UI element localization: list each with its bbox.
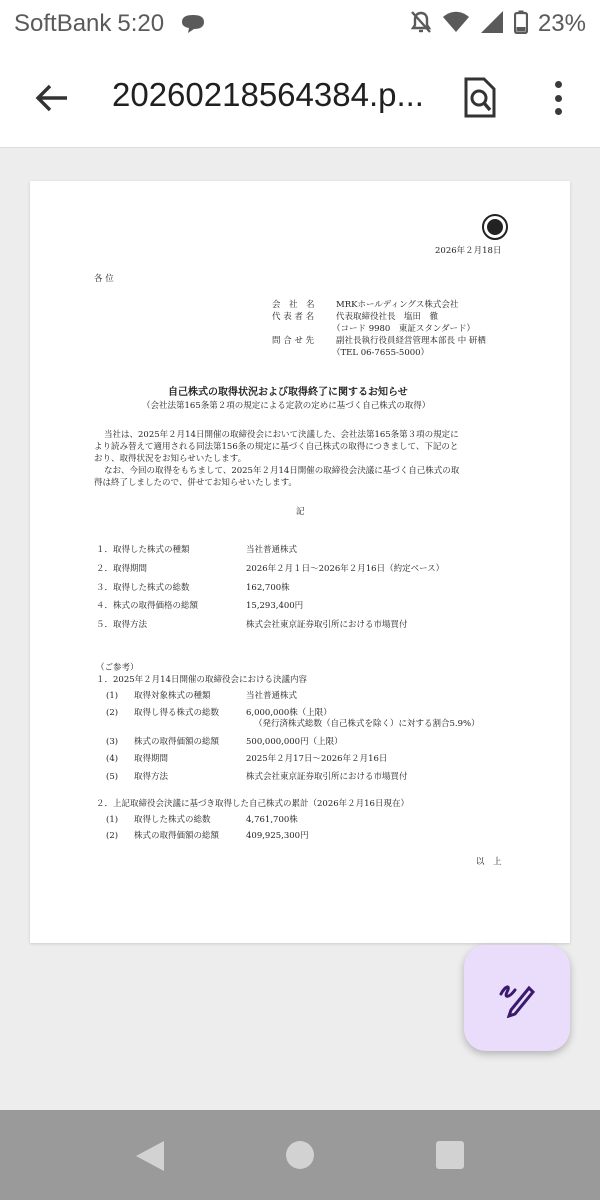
nav-home-icon[interactable] bbox=[286, 1141, 314, 1169]
item-label: １．取得した株式の種類 bbox=[96, 545, 190, 555]
app-bar bbox=[0, 48, 600, 148]
ref-header: （ご参考） bbox=[96, 663, 139, 673]
company-name: MRKホールディングス株式会社 bbox=[336, 300, 459, 310]
back-button[interactable] bbox=[30, 78, 74, 118]
ref1-title: １．2025年２月14日開催の取締役会における決議内容 bbox=[96, 675, 307, 685]
rep-label: 代 表 者 名 bbox=[272, 312, 315, 322]
ref1-label: 取得対象株式の種類 bbox=[134, 691, 211, 701]
item-label: ５．取得方法 bbox=[96, 620, 148, 630]
item-value: 162,700株 bbox=[246, 583, 290, 593]
ref1-label: 取得期間 bbox=[134, 754, 169, 764]
battery-percent: 23% bbox=[537, 10, 586, 37]
ref2-value: 409,925,300円 bbox=[246, 831, 309, 841]
ref2-label: 取得した株式の総数 bbox=[134, 815, 211, 825]
ref1-label: 取得方法 bbox=[134, 772, 169, 782]
ref1-value: 当社普通株式 bbox=[246, 691, 298, 701]
carrier-name: SoftBank bbox=[14, 10, 112, 37]
item-value: 株式会社東京証券取引所における市場買付 bbox=[246, 620, 408, 630]
ref1-value: 500,000,000円（上限） bbox=[246, 737, 343, 747]
item-value: 2026年２月１日～2026年２月16日（約定ベース） bbox=[246, 564, 445, 574]
ki-mark: 記 bbox=[296, 507, 305, 517]
more-options-button[interactable] bbox=[544, 76, 572, 120]
tel: （TEL 06-7655-5000） bbox=[332, 348, 430, 358]
body-line: 得は終了しましたので、併せてお知らせいたします。 bbox=[94, 478, 297, 488]
body-line: 当社は、2025年２月14日開催の取締役会において決議した、会社法第165条第３項の規定に bbox=[104, 430, 459, 440]
ref1-value: （発行済株式総数（自己株式を除く）に対する割合5.9%） bbox=[254, 719, 480, 729]
body-line: おり、取得状況をお知らせいたします。 bbox=[94, 454, 247, 464]
doc-date: 2026年２月18日 bbox=[435, 246, 502, 256]
ref1-num: (3) bbox=[106, 737, 119, 747]
company-logo bbox=[482, 214, 508, 240]
doc-title: 自己株式の取得状況および取得終了に関するお知らせ bbox=[168, 387, 408, 398]
ref1-value: 株式会社東京証券取引所における市場買付 bbox=[246, 772, 408, 782]
contact-name: 副社長執行役員経営管理本部長 中 研栖 bbox=[336, 336, 486, 346]
closing-mark: 以 上 bbox=[476, 857, 502, 867]
ref1-num: (1) bbox=[106, 691, 119, 701]
ref1-value: 2025年２月17日～2026年２月16日 bbox=[246, 754, 388, 764]
status-time: 5:20 bbox=[117, 10, 165, 37]
item-value: 15,293,400円 bbox=[246, 601, 304, 611]
pdf-page[interactable] bbox=[30, 181, 570, 943]
body-line: なお、今回の取得をもちまして、2025年２月14日開催の取締役会決議に基づく自己株式の取 bbox=[104, 466, 460, 476]
nav-back-icon bbox=[134, 1139, 166, 1173]
wifi-icon bbox=[442, 10, 470, 38]
stock-code: （コード 9980 東証スタンダード） bbox=[332, 324, 475, 334]
battery-icon bbox=[514, 10, 528, 38]
ref2-value: 4,761,700株 bbox=[246, 815, 298, 825]
addressee: 各 位 bbox=[94, 274, 114, 284]
rep-name: 代表取締役社長 塩田 徹 bbox=[336, 312, 439, 322]
contact-label: 問 合 せ 先 bbox=[272, 336, 315, 346]
nav-recents-icon[interactable] bbox=[436, 1141, 464, 1169]
body-line: より読み替えて適用される同法第156条の規定に基づく自己株式の取得につきまして、下記のと bbox=[94, 442, 459, 452]
edit-pen-icon bbox=[497, 978, 537, 1018]
ref1-label: 取得し得る株式の総数 bbox=[134, 708, 220, 718]
back-arrow-icon bbox=[35, 83, 69, 113]
item-label: ３．取得した株式の総数 bbox=[96, 583, 190, 593]
mute-icon bbox=[410, 10, 432, 38]
status-icons bbox=[410, 10, 586, 38]
ref2-num: (2) bbox=[106, 831, 119, 841]
ref1-num: (4) bbox=[106, 754, 119, 764]
ref1-num: (2) bbox=[106, 708, 119, 718]
edit-fab-button[interactable] bbox=[464, 945, 570, 1051]
item-label: ４．株式の取得価格の総額 bbox=[96, 601, 199, 611]
ref2-title: ２．上記取締役会決議に基づき取得した自己株式の累計（2026年２月16日現在） bbox=[96, 799, 409, 809]
status-bar bbox=[0, 0, 600, 48]
chat-bubble-icon bbox=[180, 13, 206, 35]
item-value: 当社普通株式 bbox=[246, 545, 298, 555]
ref2-num: (1) bbox=[106, 815, 119, 825]
ref1-value: 6,000,000株（上限） bbox=[246, 708, 332, 718]
nav-back-button[interactable] bbox=[134, 1139, 166, 1173]
doc-subtitle: （会社法第165条第２項の規定による定款の定めに基づく自己株式の取得） bbox=[142, 401, 431, 411]
search-document-icon bbox=[460, 76, 500, 120]
ref1-label: 株式の取得価額の総額 bbox=[134, 737, 220, 747]
signal-icon bbox=[480, 10, 504, 38]
file-title: 20260218564384.p... bbox=[112, 76, 424, 113]
ref2-label: 株式の取得価額の総額 bbox=[134, 831, 220, 841]
ref1-num: (5) bbox=[106, 772, 119, 782]
search-document-button[interactable] bbox=[460, 76, 500, 120]
item-label: ２．取得期間 bbox=[96, 564, 148, 574]
system-nav-bar bbox=[0, 1110, 600, 1200]
company-label: 会 社 名 bbox=[272, 300, 315, 310]
more-vertical-icon bbox=[555, 81, 562, 88]
